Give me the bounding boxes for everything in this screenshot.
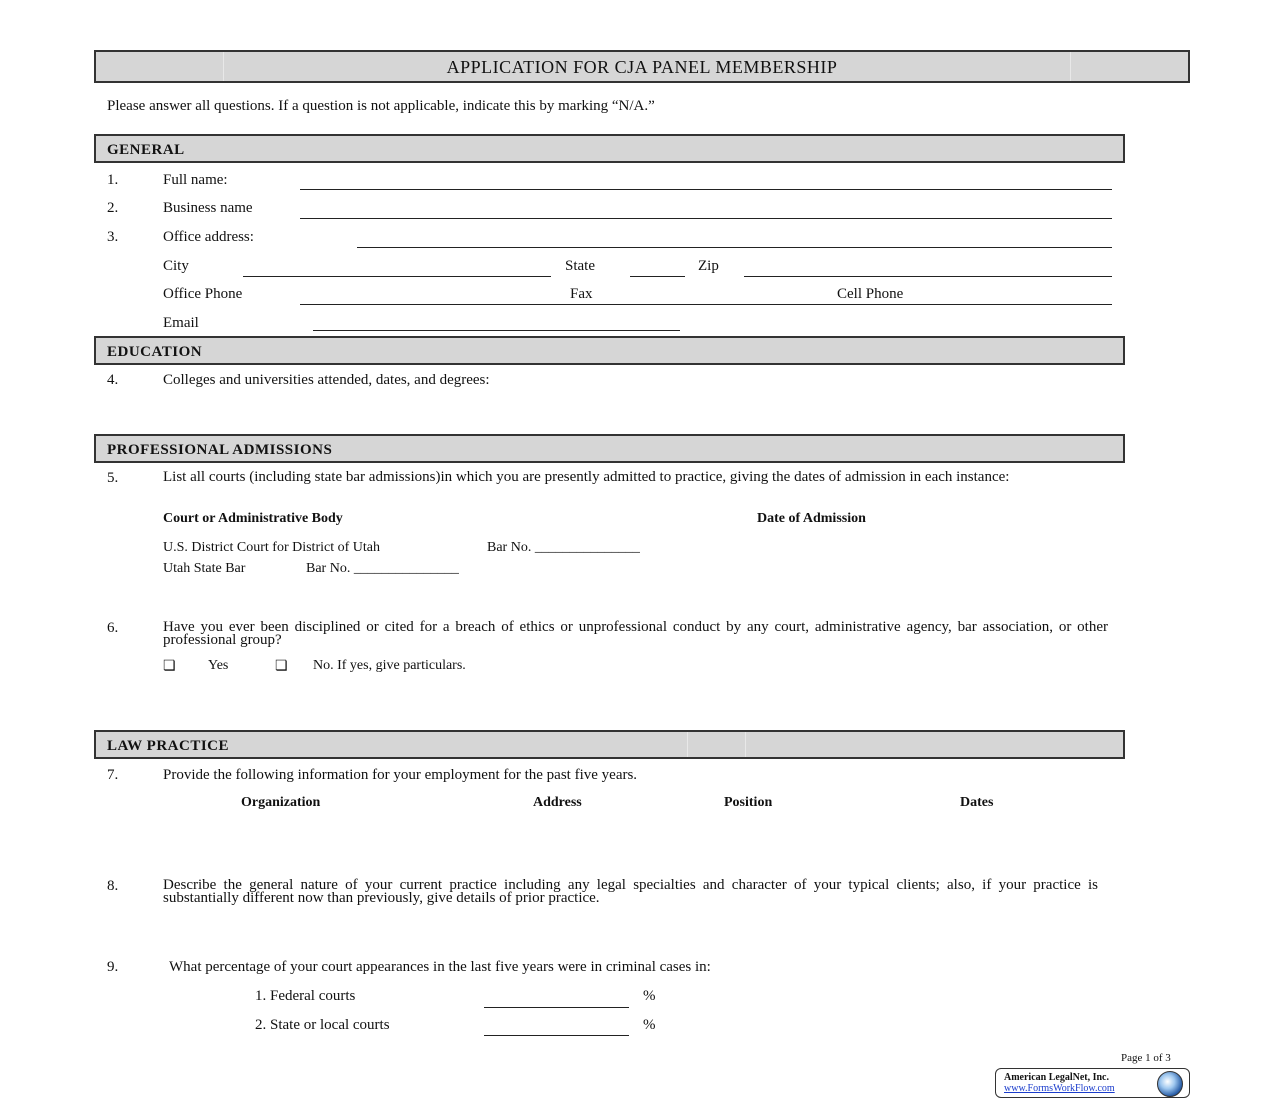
page-number: Page 1 of 3	[1121, 1052, 1171, 1064]
percent-sign: %	[643, 988, 656, 1004]
full-name-label: Full name:	[163, 172, 228, 188]
fax-label: Fax	[570, 286, 593, 302]
question-number: 8.	[107, 878, 119, 894]
section-education: EDUCATION	[94, 336, 1125, 365]
bar-number-field[interactable]: Bar No. _______________	[306, 561, 459, 576]
form-title	[94, 50, 1190, 83]
court-column-header: Court or Administrative Body	[163, 511, 343, 526]
state-field[interactable]	[630, 276, 685, 277]
publisher-logo	[995, 1068, 1190, 1098]
courts-question: List all courts (including state bar admissions)in which you are presently admitted to practice, giving the dates of admission in each instance:	[163, 469, 1010, 485]
no-label: No. If yes, give particulars.	[313, 658, 466, 673]
date-column-header: Date of Admission	[757, 511, 866, 526]
divider	[687, 732, 688, 757]
full-name-field[interactable]	[300, 189, 1112, 190]
court-utah-state-bar: Utah State Bar	[163, 561, 246, 576]
state-label: State	[565, 258, 595, 274]
yes-label: Yes	[208, 658, 229, 673]
city-label: City	[163, 258, 189, 274]
form-title-text: APPLICATION FOR CJA PANEL MEMBERSHIP	[446, 57, 838, 77]
divider	[1070, 52, 1071, 81]
business-name-field[interactable]	[300, 218, 1112, 219]
no-checkbox[interactable]: ❏	[275, 659, 288, 674]
bar-number-field[interactable]: Bar No. _______________	[487, 540, 640, 555]
discipline-question: Have you ever been disciplined or cited for a breach of ethics or unprofessional conduct by any court, administrative agency, bar association, or other professional group?	[163, 619, 1108, 648]
globe-icon	[1157, 1071, 1183, 1097]
organization-column-header: Organization	[241, 795, 321, 810]
zip-field[interactable]	[744, 276, 1112, 277]
position-column-header: Position	[724, 795, 773, 810]
publisher-name: American LegalNet, Inc.	[1004, 1072, 1109, 1083]
yes-checkbox[interactable]: ❏	[163, 659, 176, 674]
court-district-utah: U.S. District Court for District of Utah	[163, 540, 380, 555]
practice-question: Describe the general nature of your current practice including any legal specialties and character of your typical clients; also, if your practice is substantially different now than previously, give details of prior practice.	[163, 877, 1098, 906]
instructions: Please answer all questions. If a question is not applicable, indicate this by marking “N/A.”	[107, 98, 655, 114]
office-address-label: Office address:	[163, 229, 254, 245]
email-field[interactable]	[313, 330, 680, 331]
federal-percent-field[interactable]	[484, 1007, 629, 1008]
office-address-field[interactable]	[357, 247, 1112, 248]
zip-label: Zip	[698, 258, 719, 274]
question-number: 3.	[107, 229, 119, 245]
employment-question: Provide the following information for your employment for the past five years.	[163, 767, 638, 783]
question-number: 4.	[107, 372, 119, 388]
divider	[745, 732, 746, 757]
business-name-label: Business name	[163, 200, 253, 216]
publisher-url[interactable]: www.FormsWorkFlow.com	[1004, 1083, 1115, 1094]
percentage-question: What percentage of your court appearances in the last five years were in criminal cases in:	[169, 959, 711, 975]
state-courts-label: 2. State or local courts	[255, 1017, 390, 1033]
city-field[interactable]	[243, 276, 551, 277]
dates-column-header: Dates	[960, 795, 994, 810]
question-number: 1.	[107, 172, 119, 188]
question-number: 7.	[107, 767, 119, 783]
section-professional-admissions: PROFESSIONAL ADMISSIONS	[94, 434, 1125, 463]
question-number: 5.	[107, 470, 119, 486]
section-law-practice	[94, 730, 1125, 759]
phone-field[interactable]	[300, 304, 1112, 305]
section-law-practice-title: LAW PRACTICE	[107, 738, 229, 754]
percent-sign: %	[643, 1017, 656, 1033]
state-percent-field[interactable]	[484, 1035, 629, 1036]
federal-courts-label: 1. Federal courts	[255, 988, 356, 1004]
email-label: Email	[163, 315, 199, 331]
question-number: 9.	[107, 959, 119, 975]
divider	[223, 52, 224, 81]
cell-phone-label: Cell Phone	[837, 286, 904, 302]
section-general: GENERAL	[94, 134, 1125, 163]
question-number: 2.	[107, 200, 119, 216]
question-number: 6.	[107, 620, 119, 636]
office-phone-label: Office Phone	[163, 286, 243, 302]
education-question: Colleges and universities attended, dates, and degrees:	[163, 372, 490, 388]
address-column-header: Address	[533, 795, 582, 810]
